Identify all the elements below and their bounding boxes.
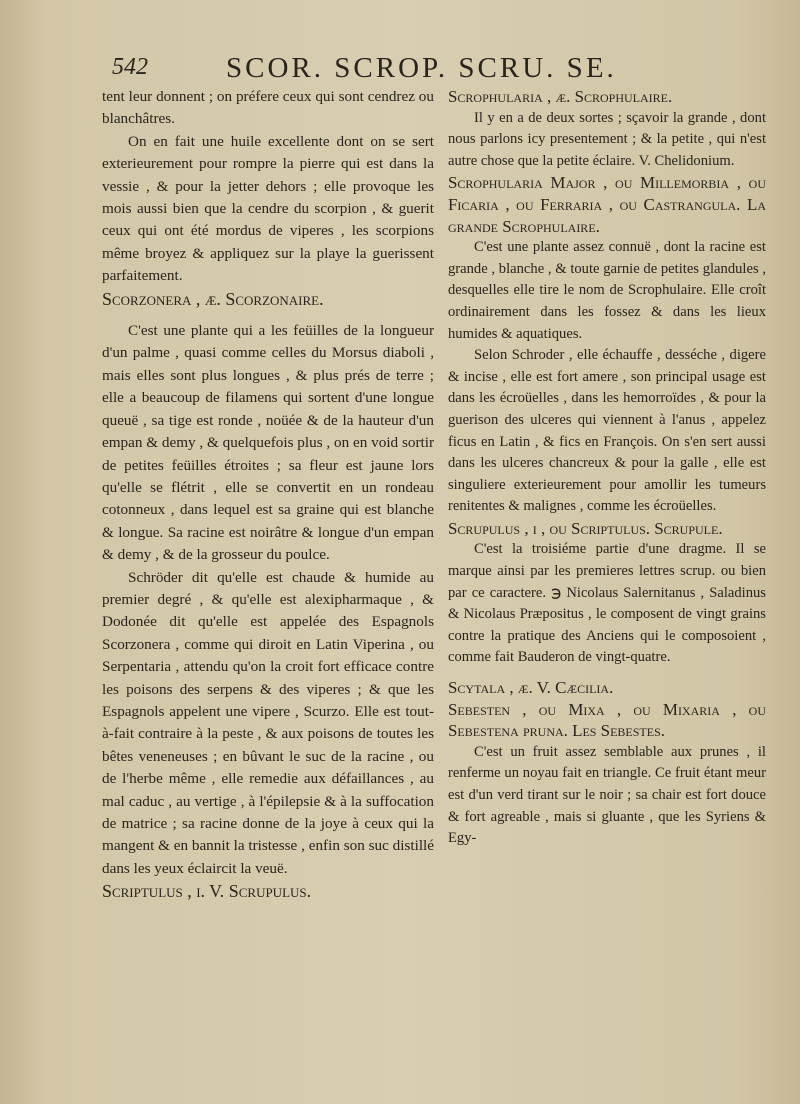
entry-head-scrupulus: Scrupulus , i , ou Scriptulus. Scrupule. (448, 518, 723, 538)
right-paragraph-1: Il y en a de deux sortes ; sçavoir la grande , dont nous parlons icy presentement ; & la petite , qui n'est autre chose que la petite éclaire. V. Chelidonium. (448, 109, 766, 169)
entry-head-sebesten: Sebesten , ou Mixa , ou Mixaria , ou Sebestena pruna. Les Sebestes. (448, 699, 766, 741)
right-paragraph-2: C'est une plante assez connuë , dont la racine est grande , blanche , & toute garnie de petites glandules , desquelles elle tire le nom de Scrophulaire. Elle croît ordinairement dans les fossez & dans les lieux humides & aquatiques. (448, 239, 766, 342)
left-paragraph-4: Schröder dit qu'elle est chaude & humide au premier degré , & qu'elle est alexipharmaque , & Dodonée dit qu'elle est appelée des Espagnols Scorzonera , comme qui diroit en Latin Viperina , ou Serpentaria , attendu qu'on la croit fort efficace contre les poisons des serpens & des viperes ; & que les Espagnols appelent une vipere , Scurzo. Elle est tout-à-fait contraire à la peste , & aux poisons de toutes les bêtes veneneuses ; en bûvant le suc de la racine , ou de l'herbe même , elle remedie aux défaillances , au mal caduc , au vertige , à l'épilepsie & à la suffocation de matrice ; sa racine donne de la joye à ceux qui la mangent & en bannit la tristesse , enfin son suc distillé dans les yeux éclaircit la veuë. (102, 568, 434, 877)
right-paragraph-3: Selon Schroder , elle échauffe , desséche , digere & incise , elle est fort amere , son principal usage est dans les écroüelles , dans les hemorroïdes , & pour la guerison des ulceres qui viennent à l'anus , appelez ficus en Latin , & fics en François. On s'en sert aussi dans les ulceres chancreux & pour la galle , elle est singuliere exterieurement pour amollir les tumeurs renitentes & malignes , comme les écroüelles. (448, 347, 766, 515)
entry-head-scriptulus: Scriptulus , i. V. Scrupulus. (102, 881, 312, 902)
entry-head-scrophularia-major: Scrophularia Major , ou Millemorbia , ou Ficaria , ou Ferraria , ou Castrangula. La grande Scrophulaire. (448, 173, 766, 236)
page-number: 542 (112, 54, 148, 80)
entry-head-scrophularia: Scrophularia , æ. Scrophulaire. (448, 87, 673, 106)
entry-head-scorzonera: Scorzonera , æ. Scorzonaire. (102, 288, 324, 309)
left-paragraph-3: C'est une plante qui a les feüilles de la longueur d'un palme , quasi comme celles du Morsus diaboli , mais elles sont plus longues , & plus prés de terre ; elle a beaucoup de filamens qui sortent d'une longue queuë , sa tige est ronde , noüée & de la hauteur d'un empan & demy , & quelquefois plus , on en void sortir de petites feüilles étroites ; sa fleur est jaune lors qu'elle se flétrit , elle se convertit en un rondeau cotonneux , dans lequel est sa graine qui est blanche & longue. Sa racine est noirâtre & longue d'un empan & demy , & de la grosseur du poulce. (102, 322, 434, 564)
right-paragraph-4: C'est la troisiéme partie d'une dragme. Il se marque ainsi par les premieres lettres scrup. ou bien par ce caractere. ℈ Nicolaus Salernitanus , Saladinus & Nicolaus Præpositus , le composent de vingt grains contre la pratique des Anciens qui le composoient , comme fait Bauderon de vingt-quatre. (448, 541, 766, 666)
page-header (112, 52, 762, 88)
running-head: SCOR. SCROP. SCRU. SE. (226, 52, 617, 84)
right-column (448, 86, 766, 1046)
left-paragraph-1: tent leur donnent ; on préfere ceux qui sont cendrez ou blanchâtres. (102, 88, 434, 128)
left-paragraph-2: On en fait une huile excellente dont on se sert exterieurement pour rompre la pierre qui est dans la vessie , & pour la jetter dehors ; elle provoque les mois aussi bien que la cendre du scorpion , & guerit ceux qui ont été mordus de viperes , les scorpions même broyez & appliquez sur la playe la guerissent parfaitement. (102, 132, 434, 285)
entry-head-scytala: Scytala , æ. V. Cæcilia. (448, 678, 614, 698)
right-paragraph-5: C'est un fruit assez semblable aux prunes , il renferme un noyau fait en triangle. Ce fruit étant meur est d'un verd tirant sur le noir ; sa chair est fort douce & fort agreable , mais si gluante , que les Syriens & Egy- (448, 743, 766, 847)
left-column (102, 86, 434, 1046)
